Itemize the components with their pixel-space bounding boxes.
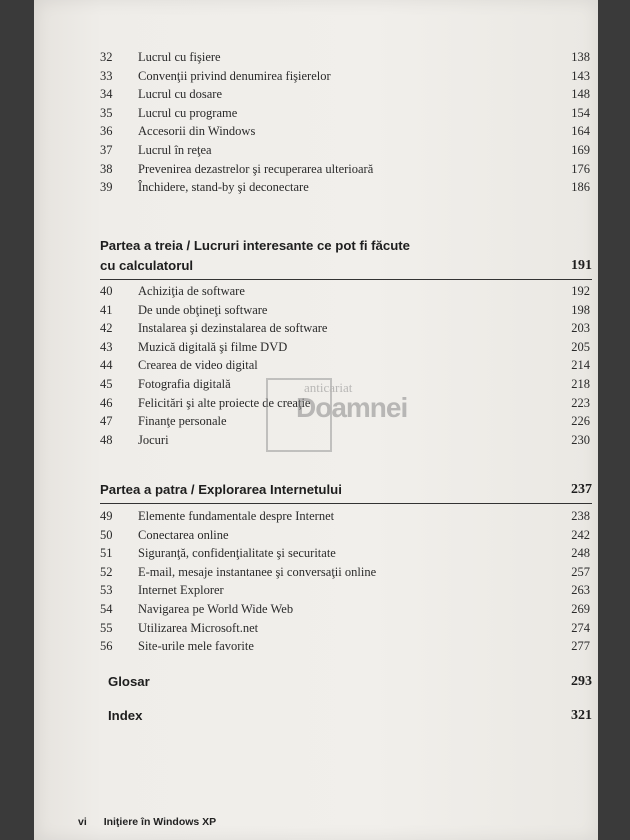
- chapter-page: 205: [571, 339, 590, 354]
- part-title-line: Partea a patra / Explorarea Internetului: [100, 482, 342, 497]
- glossary-page: 293: [571, 674, 592, 689]
- toc-row: [34, 160, 598, 179]
- chapter-page: 176: [571, 161, 590, 176]
- chapter-title: Accesorii din Windows: [138, 124, 256, 139]
- chapter-title: Elemente fundamentale despre Internet: [138, 509, 335, 523]
- index-entry: [108, 706, 592, 726]
- chapter-page: 203: [571, 321, 590, 336]
- chapter-page: 277: [571, 639, 590, 654]
- chapter-title: Prevenirea dezastrelor şi recuperarea ulterioară: [138, 161, 374, 176]
- chapter-title: Conectarea online: [138, 527, 229, 542]
- chapter-page: 154: [571, 105, 590, 120]
- toc-row: [34, 600, 598, 619]
- chapter-page: 257: [571, 564, 590, 579]
- toc-row: [34, 544, 598, 563]
- chapter-number: 54: [100, 601, 113, 616]
- chapter-title: Lucrul cu programe: [138, 105, 238, 120]
- glossary-entry: [108, 672, 592, 692]
- toc-row: [34, 178, 598, 197]
- chapter-title: Lucrul în reţea: [138, 142, 212, 157]
- toc-row: [34, 563, 598, 582]
- chapter-number: 47: [100, 414, 113, 429]
- index-page: 321: [571, 708, 592, 723]
- chapter-title: Siguranţă, confidenţialitate şi securitate: [138, 546, 336, 561]
- chapter-title: Instalarea şi dezinstalarea de software: [138, 321, 328, 336]
- toc-row: [34, 319, 598, 338]
- chapter-title: Lucrul cu fişiere: [138, 50, 221, 64]
- watermark-text-small: anticariat: [304, 380, 353, 395]
- toc-row: [34, 507, 598, 526]
- chapter-number: 41: [100, 302, 113, 317]
- chapter-title: Crearea de video digital: [138, 358, 258, 373]
- toc-section-continued: [34, 48, 598, 197]
- chapter-number: 44: [100, 358, 113, 373]
- part-divider: [100, 503, 592, 504]
- chapter-title: De unde obţineţi software: [138, 302, 268, 317]
- chapter-page: 274: [571, 620, 590, 635]
- toc-row: [34, 48, 598, 67]
- chapter-page: 242: [571, 527, 590, 542]
- part-page: 191: [571, 258, 592, 273]
- chapter-title: Jocuri: [138, 432, 169, 447]
- chapter-title: Felicitări şi alte proiecte de creaţie: [138, 395, 311, 410]
- toc-row: [34, 282, 598, 301]
- chapter-title: Închidere, stand-by şi deconectare: [138, 180, 309, 195]
- toc-row: [34, 356, 598, 375]
- footer-page-number: vi: [78, 816, 87, 828]
- glossary-label: Glosar: [108, 674, 150, 689]
- chapter-number: 32: [100, 50, 113, 64]
- chapter-number: 48: [100, 432, 113, 447]
- toc-row: [34, 67, 598, 86]
- chapter-number: 53: [100, 583, 113, 598]
- page-footer: [78, 816, 216, 828]
- part-title-line: cu calculatorul: [100, 258, 194, 273]
- watermark-logo: [266, 378, 426, 452]
- chapter-number: 46: [100, 395, 113, 410]
- chapter-number: 49: [100, 509, 113, 523]
- part-title-line: Partea a treia / Lucruri interesante ce pot fi făcute: [100, 238, 411, 253]
- chapter-page: 248: [571, 546, 590, 561]
- chapter-number: 45: [100, 376, 113, 391]
- chapter-page: 218: [571, 376, 590, 391]
- chapter-page: 214: [571, 358, 590, 373]
- chapter-number: 37: [100, 142, 113, 157]
- chapter-title: Convenţii privind denumirea fişierelor: [138, 68, 331, 83]
- chapter-title: Site-urile mele favorite: [138, 639, 254, 654]
- chapter-number: 33: [100, 68, 113, 83]
- chapter-title: Navigarea pe World Wide Web: [138, 601, 294, 616]
- chapter-page: 198: [571, 302, 590, 317]
- chapter-title: E-mail, mesaje instantanee şi conversaţii online: [138, 564, 377, 579]
- chapter-number: 43: [100, 339, 113, 354]
- chapter-title: Finanţe personale: [138, 414, 227, 429]
- footer-book-title: Iniţiere în Windows XP: [103, 816, 217, 828]
- toc-row: [34, 526, 598, 545]
- chapter-title: Achiziţia de software: [138, 284, 245, 298]
- toc-row: [34, 637, 598, 656]
- chapter-page: 223: [571, 395, 590, 410]
- chapter-number: 34: [100, 87, 113, 102]
- chapter-number: 40: [100, 284, 113, 298]
- chapter-page: 226: [571, 414, 590, 429]
- chapter-title: Internet Explorer: [138, 583, 224, 598]
- chapter-number: 51: [100, 546, 113, 561]
- chapter-number: 50: [100, 527, 113, 542]
- toc-section-part4: [34, 507, 598, 656]
- chapter-number: 36: [100, 124, 113, 139]
- part-heading: [100, 236, 592, 276]
- chapter-title: Fotografia digitală: [138, 376, 231, 391]
- index-label: Index: [108, 708, 143, 723]
- toc-row: [34, 301, 598, 320]
- chapter-page: 263: [571, 583, 590, 598]
- chapter-page: 164: [571, 124, 590, 139]
- chapter-page: 148: [571, 87, 590, 102]
- chapter-title: Muzică digitală şi filme DVD: [138, 339, 288, 354]
- chapter-page: 186: [571, 180, 590, 195]
- toc-row: [34, 338, 598, 357]
- part-heading: [100, 480, 592, 500]
- toc-row: [34, 122, 598, 141]
- book-page: [34, 0, 598, 840]
- watermark-text-large: Doamnei: [296, 392, 408, 423]
- part-divider: [100, 279, 592, 280]
- toc-row: [34, 104, 598, 123]
- chapter-number: 35: [100, 105, 113, 120]
- chapter-page: 238: [571, 509, 590, 523]
- chapter-number: 42: [100, 321, 113, 336]
- chapter-page: 192: [571, 284, 590, 298]
- chapter-page: 143: [571, 68, 590, 83]
- toc-row: [34, 619, 598, 638]
- part-page: 237: [571, 482, 592, 497]
- toc-row: [34, 85, 598, 104]
- chapter-number: 39: [100, 180, 113, 195]
- chapter-page: 138: [571, 50, 590, 64]
- chapter-number: 56: [100, 639, 113, 654]
- chapter-page: 230: [571, 432, 590, 447]
- chapter-page: 269: [571, 601, 590, 616]
- chapter-title: Lucrul cu dosare: [138, 87, 222, 102]
- toc-row: [34, 141, 598, 160]
- chapter-number: 52: [100, 564, 113, 579]
- chapter-number: 55: [100, 620, 113, 635]
- chapter-number: 38: [100, 161, 113, 176]
- chapter-title: Utilizarea Microsoft.net: [138, 620, 259, 635]
- toc-row: [34, 581, 598, 600]
- chapter-page: 169: [571, 142, 590, 157]
